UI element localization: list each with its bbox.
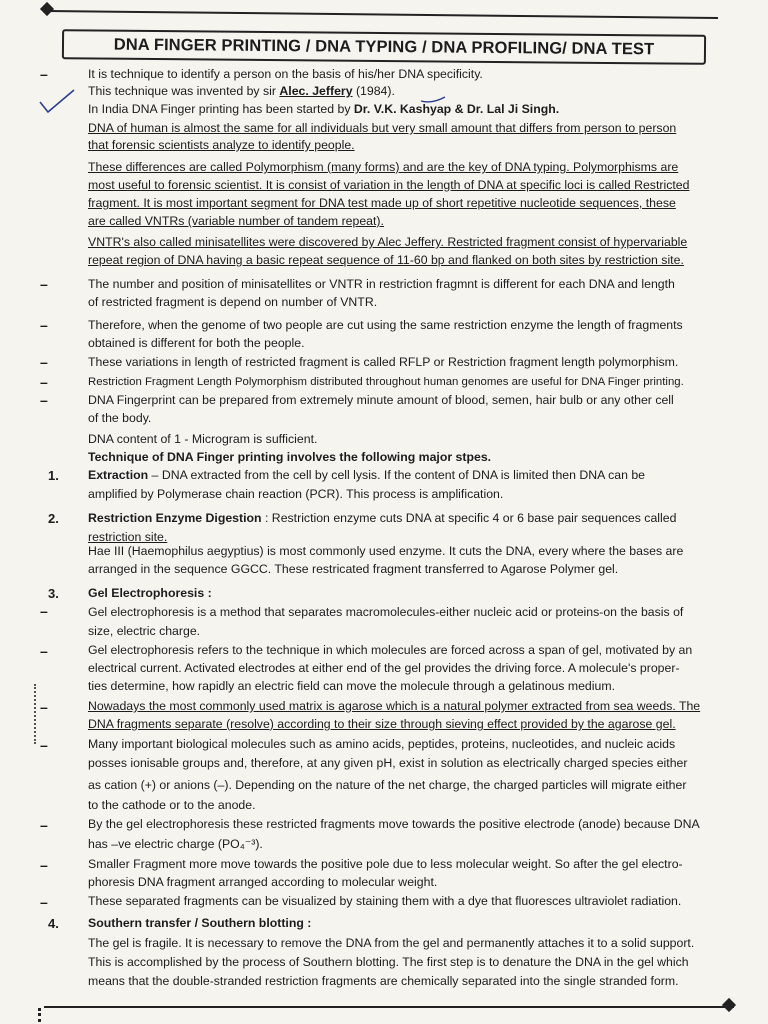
step4-line-c: means that the double-stranded restriction fragments are chemically separated into the single stranded form. [88,974,679,988]
technique-heading: Technique of DNA Finger printing involves the following major stpes. [88,450,492,464]
margin-dots [34,684,38,744]
bullet-dash: – [40,276,48,292]
intro-line-20: DNA content of 1 - Microgram is sufficient. [88,432,318,446]
bullet-dash: – [40,699,48,715]
intro-line-7: most useful to forensic scientist. It is consist of variation in the length of DNA at specific loci is called Restricted [88,178,690,192]
step3-heading: Gel Electrophoresis : [88,586,212,600]
step3-line-a: Gel electrophoresis is a method that separates macromolecules-either nucleic acid or proteins-on the basis of [88,605,684,619]
step2-line-4: arranged in the sequence GGCC. These restricated fragment transferred to Agarose Polymer gel. [88,562,619,576]
step2-line-1: Restriction Enzyme Digestion : Restriction enzyme cuts DNA at specific 4 or 6 base pair sequences called [88,511,677,525]
step-number: 2. [48,511,59,526]
bullet-dash: – [40,317,48,333]
step3-line-c: Gel electrophoresis refers to the technique in which molecules are forced across a span of gel, motivated by an [88,643,693,657]
bottom-left-mark [38,1008,46,1022]
intro-line-10: VNTR's also called minisatellites were discovered by Alec Jeffery. Restricted fragment consist of hypervariable [88,235,688,249]
step2-line-3: Hae III (Haemophilus aegyptius) is most commonly used enzyme. It cuts the DNA, every where the bases are [88,544,684,558]
step3-line-g: DNA fragments separate (resolve) according to their size through sieving effect provided by the agarose gel. [88,717,676,731]
step3-line-i: posses ionisable groups and, therefore, at any given pH, exist in solution as electrically charged species either [88,756,688,770]
step3-line-o: phoresis DNA fragment arranged according to molecular weight. [88,875,438,889]
step4-line-a: The gel is fragile. It is necessary to remove the DNA from the gel and permanently attaches it to a solid support. [88,936,695,950]
intro-line-8: fragment. It is most important segment for DNA test made up of short repetitive nucleotide sequences, these [88,196,676,210]
step3-line-b: size, electric charge. [88,624,201,638]
top-rule [48,10,718,19]
intro-line-1: It is technique to identify a person on the basis of his/her DNA specificity. [88,67,483,81]
step1-line-1: Extraction – DNA extracted from the cell by cell lysis. If the content of DNA is limited then DNA can be [88,468,646,482]
bullet-dash: – [40,603,48,619]
intro-line-12: The number and position of minisatellites or VNTR in restriction fragmnt is different for each DNA and length [88,277,675,291]
bullet-dash: – [40,66,48,82]
intro-line-9: are called VNTRs (variable number of tandem repeat). [88,214,384,228]
bullet-dash: – [40,817,48,833]
bullet-dash: – [40,737,48,753]
intro-line-14: Therefore, when the genome of two people are cut using the same restriction enzyme the length of fragments [88,318,683,332]
step3-line-f: Nowadays the most commonly used matrix is agarose which is a natural polymer extracted from sea weeds. The [88,699,701,713]
step3-line-k: to the cathode or to the anode. [88,798,256,812]
intro-line-19: of the body. [88,411,152,425]
step3-line-n: Smaller Fragment more move towards the positive pole due to less molecular weight. So after the gel electro- [88,857,683,871]
step-number: 3. [48,586,59,601]
intro-line-3: In India DNA Finger printing has been started by Dr. V.K. Kashyap & Dr. Lal Ji Singh. [88,102,560,116]
intro-line-16: These variations in length of restricted fragment is called RFLP or Restriction fragment length polymorphism. [88,355,679,369]
bullet-dash: – [40,354,48,370]
bottom-diamond-mark [722,998,736,1012]
step3-line-p: These separated fragments can be visualized by staining them with a dye that fluoresces ultraviolet radiation. [88,894,682,908]
step3-line-e: ties determine, how rapidly an electric field can move the molecule through a gelatinous medium. [88,679,615,693]
intro-line-5: that forensic scientists analyze to identify people. [88,138,355,152]
intro-line-4: DNA of human is almost the same for all individuals but very small amount that differs from person to person [88,121,677,135]
bullet-dash: – [40,894,48,910]
step2-line-2: restriction site. [88,530,168,544]
intro-line-11: repeat region of DNA having a basic repeat sequence of 11-60 bp and flanked on both sites by restriction site. [88,253,684,267]
page-title: DNA FINGER PRINTING / DNA TYPING / DNA PROFILING/ DNA TEST [62,29,706,65]
intro-line-2: This technique was invented by sir Alec. Jeffery (1984). [88,84,395,98]
step-number: 1. [48,468,59,483]
step3-line-j: as cation (+) or anions (–). Depending on the nature of the net charge, the charged particles will migrate either [88,778,687,792]
step-number: 4. [48,916,59,931]
bullet-dash: – [40,392,48,408]
bullet-dash: – [40,374,48,390]
step1-line-2: amplified by Polymerase chain reaction (PCR). This process is amplification. [88,487,504,501]
bottom-rule [44,1006,734,1008]
step3-line-h: Many important biological molecules such as amino acids, peptides, proteins, nucleotides, and nucleic acids [88,737,676,751]
intro-line-6: These differences are called Polymorphism (many forms) and are the key of DNA typing. Polymorphisms are [88,160,679,174]
step4-line-b: This is accomplished by the process of Southern blotting. The first step is to denature the DNA in the gel which [88,955,689,969]
handwritten-tick-mark [38,88,78,118]
intro-line-13: of restricted fragment is depend on number of VNTR. [88,295,378,309]
intro-line-15: obtained is different for both the people. [88,336,305,350]
bullet-dash: – [40,643,48,659]
intro-line-18: DNA Fingerprint can be prepared from extremely minute amount of blood, semen, hair bulb or any other cell [88,393,674,407]
intro-line-17: Restriction Fragment Length Polymorphism distributed throughout human genomes are useful for DNA Finger printing. [88,376,684,388]
top-diamond-mark [40,2,54,16]
step3-line-d: electrical current. Activated electrodes at either end of the gel provides the driving force. A molecule's proper- [88,661,680,675]
step3-line-l: By the gel electrophoresis these restricted fragments move towards the positive electrode (anode) because DNA [88,817,700,831]
step4-heading: Southern transfer / Southern blotting : [88,916,312,930]
bullet-dash: – [40,857,48,873]
step3-line-m: has –ve electric charge (PO₄⁻³). [88,837,263,851]
